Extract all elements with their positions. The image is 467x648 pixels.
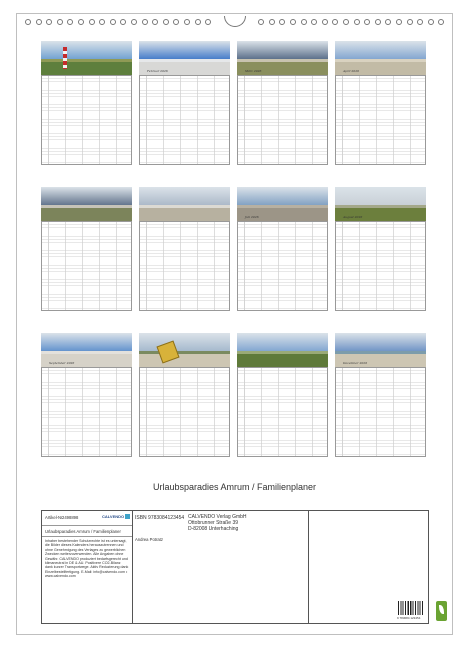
binding-hole bbox=[258, 19, 264, 25]
planner-table bbox=[41, 75, 132, 165]
eco-badge bbox=[436, 601, 447, 621]
month-8 bbox=[335, 187, 426, 311]
binding-hole bbox=[364, 19, 370, 25]
month-photo bbox=[139, 187, 230, 221]
planner-table bbox=[41, 221, 132, 311]
month-10 bbox=[139, 333, 230, 457]
lighthouse-icon bbox=[63, 47, 67, 69]
month-11 bbox=[237, 333, 328, 457]
binding-hole bbox=[110, 19, 116, 25]
binding-hole bbox=[269, 19, 275, 25]
binding-hole bbox=[142, 19, 148, 25]
planner-table bbox=[139, 75, 230, 165]
month-photo bbox=[335, 187, 426, 221]
footer-col-article bbox=[42, 511, 133, 623]
leaf-icon bbox=[439, 605, 444, 614]
article-label: Artikel-Nr. bbox=[45, 515, 64, 520]
hanger-hook bbox=[224, 16, 246, 27]
binding-hole bbox=[89, 19, 95, 25]
binding-hole bbox=[301, 19, 307, 25]
month-caption: Dezember 2026 bbox=[343, 361, 368, 365]
planner-table bbox=[139, 221, 230, 311]
planner-table bbox=[335, 367, 426, 457]
binding-hole bbox=[343, 19, 349, 25]
calvendo-logo: CALVENDO bbox=[102, 514, 130, 519]
binding-hole bbox=[396, 19, 402, 25]
month-photo bbox=[335, 333, 426, 367]
planner-table bbox=[139, 367, 230, 457]
month-photo bbox=[139, 333, 230, 367]
binding-hole bbox=[407, 19, 413, 25]
binding-hole bbox=[354, 19, 360, 25]
planner-table bbox=[237, 75, 328, 165]
month-caption: September 2026 bbox=[49, 361, 75, 365]
binding-hole bbox=[322, 19, 328, 25]
publisher-line-2: Ottobrunner Straße 39 bbox=[188, 520, 239, 526]
calendar-sheet bbox=[16, 13, 453, 635]
article-number: 2498898 bbox=[62, 515, 79, 520]
month-9 bbox=[41, 333, 132, 457]
binding-hole bbox=[36, 19, 42, 25]
binding-hole bbox=[67, 19, 73, 25]
month-caption: Februar 2026 bbox=[147, 69, 168, 73]
planner-table bbox=[41, 367, 132, 457]
calendar-title: Urlaubsparadies Amrum / Familienplaner bbox=[152, 482, 317, 492]
binding-hole bbox=[375, 19, 381, 25]
copyright-text: Inhaber bestehender Schutzrechte ist es untersagt, die Bilder dieses Kalenders herauszutrennen und ohne Genehmigung des Verlages zu gewerblichen Zwecken weiterzuverwenden. Alle Angaben ohne Gewähr. CALVENDO produziert bedarfsgerecht und klimaneutral in DE & AU. Positivere CO2-Bilanz dank kurzer Transportwege. Aktiv Reduzierung dank Einzelbestellfertigung. E-Mail: info@calvendo.com • www.calvendo.com bbox=[45, 539, 129, 579]
month-photo bbox=[237, 41, 328, 75]
isbn: ISBN 9783084123454 bbox=[135, 515, 185, 521]
binding-hole bbox=[428, 19, 434, 25]
binding-hole bbox=[120, 19, 126, 25]
publisher-line-1: CALVENDO Verlag GmbH bbox=[188, 514, 247, 520]
binding-hole bbox=[205, 19, 211, 25]
month-caption: März 2026 bbox=[245, 69, 262, 73]
product-info-footer bbox=[41, 510, 429, 624]
binding-hole bbox=[332, 19, 338, 25]
month-caption: August 2026 bbox=[343, 215, 363, 219]
calvendo-logo-mark-icon bbox=[125, 514, 130, 519]
binding-hole bbox=[290, 19, 296, 25]
planner-table bbox=[237, 367, 328, 457]
planner-table bbox=[335, 75, 426, 165]
binding-hole bbox=[195, 19, 201, 25]
binding-hole bbox=[417, 19, 423, 25]
binding-hole bbox=[163, 19, 169, 25]
binding-hole bbox=[279, 19, 285, 25]
month-6 bbox=[139, 187, 230, 311]
binding-hole bbox=[57, 19, 63, 25]
month-1 bbox=[41, 41, 132, 165]
month-photo bbox=[41, 187, 132, 221]
month-photo bbox=[237, 333, 328, 367]
month-photo bbox=[139, 41, 230, 75]
month-5 bbox=[41, 187, 132, 311]
binding-hole bbox=[78, 19, 84, 25]
month-12 bbox=[335, 333, 426, 457]
binding-hole bbox=[131, 19, 137, 25]
barcode-number: 9 783084 123454 bbox=[397, 616, 421, 620]
binding-hole bbox=[25, 19, 31, 25]
footer-col-barcode bbox=[308, 511, 428, 623]
month-photo bbox=[41, 41, 132, 75]
binding-hole bbox=[385, 19, 391, 25]
binding-hole bbox=[46, 19, 52, 25]
planner-table bbox=[237, 221, 328, 311]
month-3 bbox=[237, 41, 328, 165]
month-4 bbox=[335, 41, 426, 165]
footer-col-isbn bbox=[132, 511, 309, 623]
planner-table bbox=[335, 221, 426, 311]
binding-hole bbox=[311, 19, 317, 25]
publisher-line-3: D-82008 Unterhaching bbox=[188, 526, 239, 532]
binding-hole bbox=[173, 19, 179, 25]
author: Andrea Potratz bbox=[135, 537, 163, 542]
spiral-binding bbox=[17, 17, 452, 37]
product-line: Urlaubsparadies Amrum / Familienplaner bbox=[45, 529, 121, 534]
binding-hole bbox=[184, 19, 190, 25]
month-photo bbox=[237, 187, 328, 221]
month-caption: Juli 2026 bbox=[245, 215, 259, 219]
month-caption: April 2026 bbox=[343, 69, 360, 73]
month-photo bbox=[41, 333, 132, 367]
month-photo bbox=[335, 41, 426, 75]
binding-hole bbox=[438, 19, 444, 25]
month-7 bbox=[237, 187, 328, 311]
barcode bbox=[398, 601, 424, 615]
month-2 bbox=[139, 41, 230, 165]
binding-hole bbox=[152, 19, 158, 25]
binding-hole bbox=[99, 19, 105, 25]
